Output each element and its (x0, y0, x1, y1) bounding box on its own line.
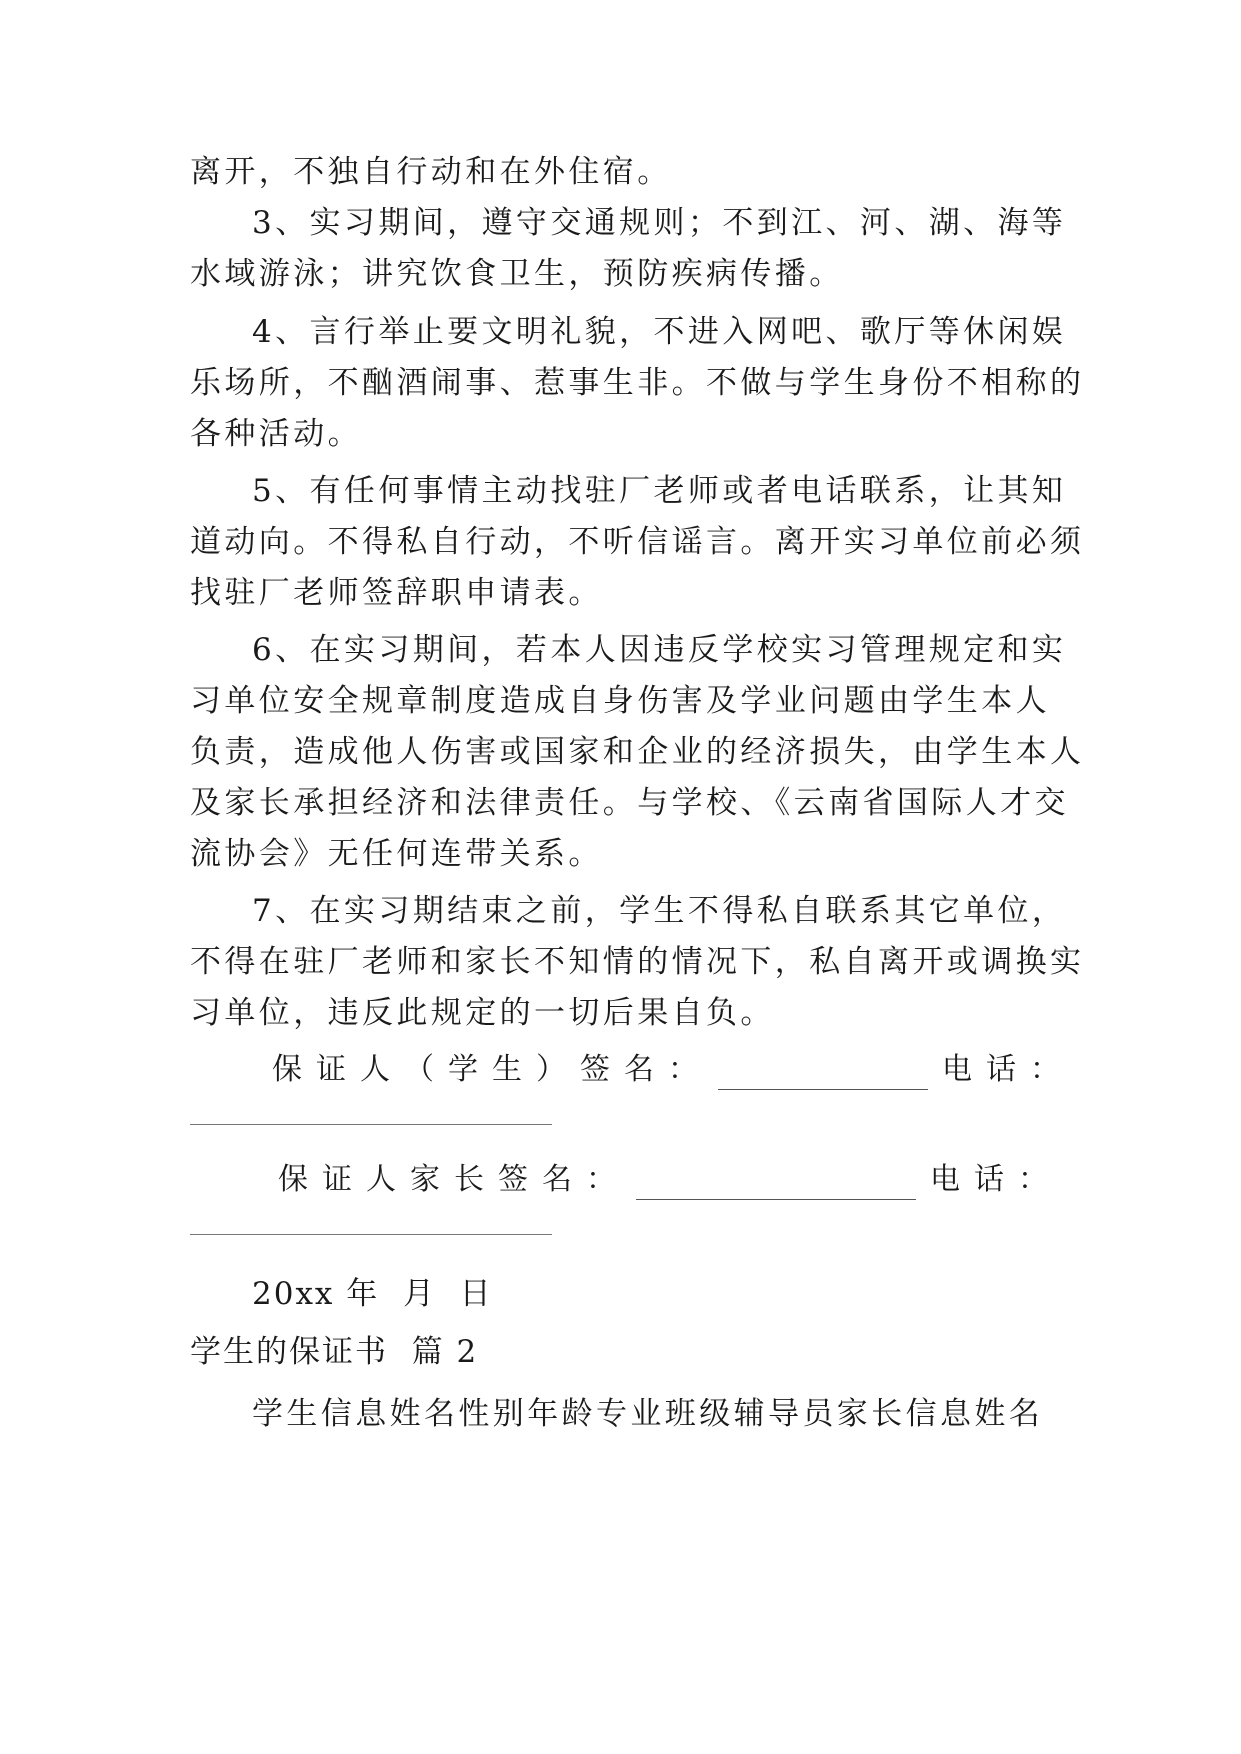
paragraph-line: 找驻厂老师签辞职申请表。 (190, 575, 603, 611)
student-signature-row (272, 1050, 1074, 1090)
date-line: 20xx 年 月 日 (252, 1276, 493, 1312)
student-signature-label: 保证人（学生）签名： (272, 1052, 712, 1087)
paragraph-line: 3、实习期间，遵守交通规则；不到江、河、湖、海等 (252, 205, 1067, 241)
parent-signature-row (278, 1160, 1062, 1200)
student-phone-label: 电话： (942, 1052, 1074, 1087)
paragraph-line: 习单位，违反此规定的一切后果自负。 (190, 995, 775, 1031)
section-heading: 学生的保证书 篇 2 (190, 1334, 479, 1370)
parent-phone-label: 电话： (930, 1162, 1062, 1197)
parent-phone-blank (190, 1234, 552, 1235)
paragraph-line: 不得在驻厂老师和家长不知情的情况下，私自离开或调换实 (190, 944, 1085, 980)
paragraph-line: 负责，造成他人伤害或国家和企业的经济损失，由学生本人 (190, 734, 1085, 770)
paragraph-line: 及家长承担经济和法律责任。与学校、《云南省国际人才交 (190, 785, 1069, 821)
paragraph-line: 6、在实习期间，若本人因违反学校实习管理规定和实 (252, 632, 1067, 668)
paragraph-line: 流协会》无任何连带关系。 (190, 836, 603, 872)
paragraph-line: 4、言行举止要文明礼貌，不进入网吧、歌厅等休闲娱 (252, 314, 1067, 350)
paragraph-line: 道动向。不得私自行动，不听信谣言。离开实习单位前必须 (190, 524, 1085, 560)
paragraph-line: 5、有任何事情主动找驻厂老师或者电话联系，让其知 (252, 473, 1067, 509)
parent-signature-label: 保证人家长签名： (278, 1162, 630, 1197)
paragraph-line: 7、在实习期结束之前，学生不得私自联系其它单位， (252, 893, 1067, 929)
paragraph-line: 各种活动。 (190, 416, 362, 452)
paragraph-line: 水域游泳；讲究饮食卫生，预防疾病传播。 (190, 256, 844, 292)
student-signature-blank (718, 1061, 928, 1090)
paragraph-line: 离开，不独自行动和在外住宿。 (190, 154, 672, 190)
paragraph-line: 乐场所，不酗酒闹事、惹事生非。不做与学生身份不相称的 (190, 365, 1085, 401)
student-phone-blank (190, 1124, 552, 1125)
parent-signature-blank (636, 1171, 916, 1200)
paragraph-line: 习单位安全规章制度造成自身伤害及学业问题由学生本人 (190, 683, 1050, 719)
paragraph-line: 学生信息姓名性别年龄专业班级辅导员家长信息姓名 (252, 1396, 1044, 1432)
